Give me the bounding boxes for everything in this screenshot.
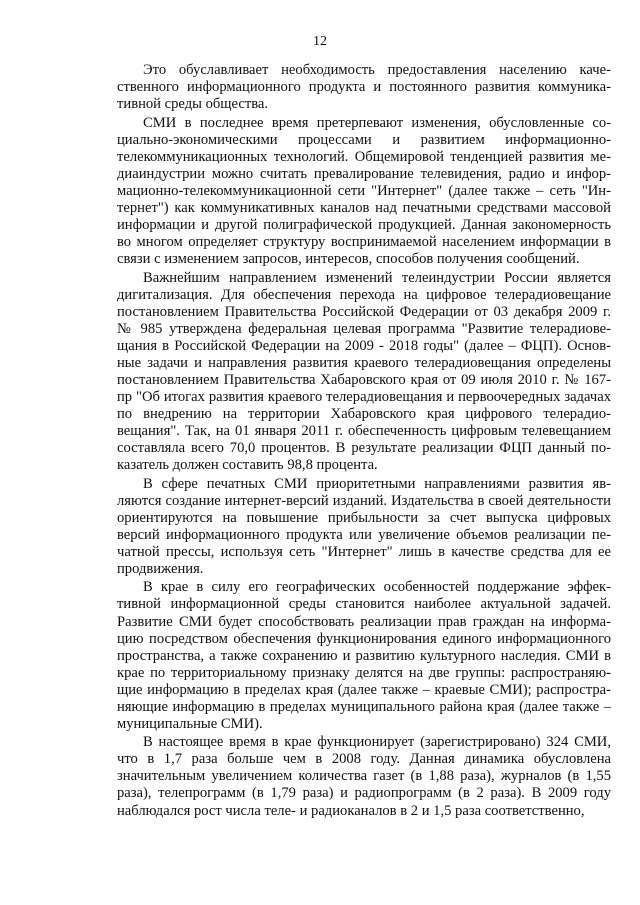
paragraph: В крае в силу его географических особенностей поддержание эффективной информационной среды становится наиболее актуальной задачей. Развитие СМИ будет способствовать реализации прав граждан на информацию посредством обеспечения функционирования единого информационного пространства, а также сохранению и развитию культурного наследия. СМИ в крае по территориальному признаку делятся на две группы: распространяющие информацию в пределах края (далее также – краевые СМИ); распространяющие информацию в пределах муниципального района края (далее также – муниципальные СМИ).: [117, 579, 611, 732]
paragraph: В сфере печатных СМИ приоритетными направлениями развития являются создание интернет-версий изданий. Издательства в своей деятельности ориентируются на повышение прибыльности за счет выпуска цифровых версий информационного продукта или увеличение объемов реализации печатной прессы, используя сеть "Интернет" лишь в качестве средства для ее продвижения.: [117, 475, 611, 577]
paragraph: В настоящее время в крае функционирует (зарегистрировано) 324 СМИ, что в 1,7 раза больше чем в 2008 году. Данная динамика обусловлена значительным увеличением количества газет (в 1,88 раза), журналов (в 1,55 раза), телепрограмм (в 1,79 раза) и радиопрограмм (в 2 раза). В 2009 году наблюдался рост числа теле- и радиоканалов в 2 и 1,5 раза соответственно,: [117, 734, 611, 819]
paragraph: Это обуславливает необходимость предоставления населению качественного информационного продукта и постоянного развития коммуникативной среды общества.: [117, 62, 611, 113]
body-text: [117, 62, 611, 821]
paragraph: СМИ в последнее время претерпевают изменения, обусловленные социально-экономическими процессами и развитием информационно-телекоммуникационных технологий. Общемировой тенденцией развития медиаиндустрии можно считать превалирование телевидения, радио и информационно-телекоммуникационной сети "Интернет" (далее также – сеть "Интернет") как коммуникативных каналов над печатными средствами массовой информации и другой полиграфической продукцией. Данная закономерность во многом определяет структуру воспринимаемой населением информации в связи с изменением запросов, интересов, способов получения сообщений.: [117, 114, 611, 268]
paragraph: Важнейшим направлением изменений телеиндустрии России является дигитализация. Для обеспечения перехода на цифровое телерадиовещание постановлением Правительства Российской Федерации от 03 декабря 2009 г. № 985 утверждена федеральная целевая программа "Развитие телерадиовещания в Российской Федерации на 2009 - 2018 годы" (далее – ФЦП). Основные задачи и направления развития краевого телерадиовещания определены постановлением Правительства Хабаровского края от 09 июля 2010 г. № 167-пр "Об итогах развития краевого телерадиовещания и первоочередных задачах по внедрению на территории Хабаровского края цифрового телерадиовещания". Так, на 01 января 2011 г. обеспеченность цифровым телевещанием составляла всего 70,0 процентов. В результате реализации ФЦП данный показатель должен составить 98,8 процента.: [117, 269, 611, 474]
page-number: 12: [313, 34, 327, 49]
